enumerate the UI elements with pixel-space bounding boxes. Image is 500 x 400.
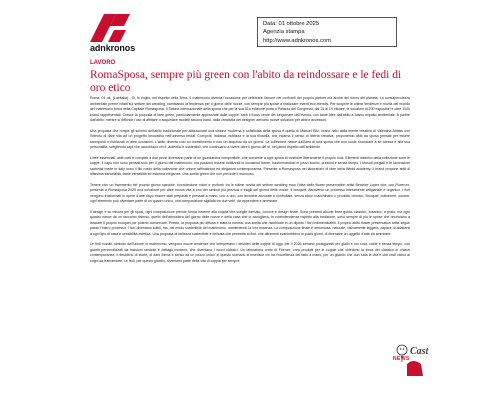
source-info-box: [257, 17, 397, 47]
section-label: LAVORO: [90, 60, 116, 66]
source-type: Agenzia stampa: [263, 29, 305, 36]
stamp-news-label: NEWS: [393, 356, 410, 362]
article-title: RomaSposa, sempre più green con l'abito da reindossare e le fedi di oro etico: [90, 69, 402, 94]
brand-logo: [90, 14, 150, 53]
paragraph: Una proposta che rompe gli schemi dell'abito tradizionale per abbracciare una visione moderna e sofisticata della sposa è quella di Manuel Ritz, brand nato dalla mente creativa di Valentina Abbiss con l'intento di dare vita ad un progetto innovativo nell'universo bridal. Componi, indossa, riutilizza è la sua filosofia, che incarna il senso di libertà creativa, proponendo abiti da sposa pensati per essere scomposti e riutilizzati in altre occasioni. L'abito diventa così un investimento e non un acquisto da un giorno. La collezione nasce dall'idea di una sposa che non vuole rinunciare a sé stessa e alla sua personalità, scegliendo capi che raccontano chi è, autentici e sostenibili, che continuano a vivere oltre il giorno del sì, nel pieno rispetto dell'ambiente.: [90, 128, 410, 149]
brand-name: adnkronos: [90, 43, 136, 53]
source-url[interactable]: http://www.adnkronos.com: [263, 37, 331, 44]
publication-date: Data: 01 ottobre 2025: [263, 21, 320, 27]
paragraph: Linee essenziali, abiti corti e completi a due pezzi diventano parte di un guardaroba componibile, che consente a ogni sposa di costruire liberamente il proprio look. Elementi distintivi della collezione sono le cappe, il capo non sono pensati solo per il giorno del matrimonio, ma possono essere riutilizzati in occasioni future, trasformandosi in pezzi iconici, preziosi e senza tempo. I tessuti pregiati e le lavorazioni sartoriali made in Italy sono il filo rosso della collezione che unisce raffinatezza ed eleganza contemporanea. Presente a Romasposa nel laboratorio di idee della Wedd academy, il brand propone abiti di altissima sartorialità, facile versatilità ed estrema eleganza. Una scelta green che non prevede il monouso.: [90, 155, 410, 176]
stamp-cast-label: Cast: [410, 346, 429, 357]
paragraph: Le fedi nuziali, simbolo dell'unione in matrimonio, vengono nuove tendenze che interpretano i desideri delle coppie di oggi: per il 2026 tornano protagonisti oro giallo e oro rosa, calde e senza tempo, con gioielli personalizzati da incisioni simbole e dettagli moderni, che diventano i nuovi classici. Un laboratorio orafo di Firenze, crea prodotti per le coppie che chiedono la forza del classico in chiave contemporanea, il desiderio di storie, di dare forma e senso ad un pezzo unico: in questo scenario si inserisce chi ha l'eccellenza del fatto a mano, per un gioiello che duri tutta la vita e che resti vicino ai sogni da tramandare. Le fedi, per questo gioiello, diventano parte della vita di coppia per sempre.: [90, 242, 410, 263]
paragraph: Roma, 01 ott. (Labitalia) - Si, lo voglio, nel rispetto della Terra. Il matrimonio diventa l'occasione per celebrare l'amore nei confronti del proprio partner ma anche del futuro del pianeta. La consapevolezza ambientale preme infatti sul settore del wedding, cambiando la tendenza per il giorno delle nozze, con sempre più spose a realizzare eventi eco-friendly. Per scoprire le ultime tendenze e novità del mondo del matrimonio torna nella Capitale Romasposa. Il Salone internazionale della sposa che per la sua 51a edizione porta a Palazzo dei Congressi, dal 15 al 19 ottobre, le soluzioni di 200 espositori e oltre 1000 brand rappresentati. Cresce la proposta di idee green, particolarmente apprezzate dalle coppie: sarà il focus verde del lungomare dell'evento, con tante idee dall'abito a basso impatto ambientale. A partire dall'abito: mentre si diffonde l'uso di affittare o acquistare modelli second hand, dalla creatività dei designer arrivano nuove soluzioni per abiti e accessori.: [90, 96, 410, 122]
article-body: [90, 96, 410, 269]
newscast-stamp: [393, 342, 433, 376]
paragraph: Tenere vivo un frammento del proprio giorno speciale, ricordandone colori e profumi: tra le ultime novità del settore wedding ecco l'idea della flower preservation artist Beatrice Lopez che, con Fiorenzo, presenta a Romasposa 2025 una soluzione per dare nuova vita a uno dei simboli più preziosi e fragili del giorno delle nozze, il bouquet. Attraverso un processo interamente artigianale e organico, i fiori vengono trasformati in opere d'arte dopo essere stati preparati e pressati a mano, uno a uno, con tecniche accurate e controllate, senza alcun macchinario o prodotto chimico. Bouquet, bottoniere, corone, ogni elemento può diventare parte di un quadro unico, una composizione sigillata tra due vetri, da appendere e ammirare.: [90, 182, 410, 203]
adnkronos-logo-icon: [90, 14, 130, 42]
paragraph: Il design è su misura per gli sposi, ogni composizione prende forma insieme alla coppia che sceglie formato, cornice e design finale. Sono presenti alcune linee guida, classico, botanico, a prato, ma ogni quadro nasce da un racconto diverso, quello dell'atmosfera del giorno delle nozze e della casa che lo accoglierà. In controtendenza rispetto alla tradizione, sono sempre di più le spose che rinunciano a lanciare il proprio bouquet per poterlo conservare. Presto, la proposta più diffusa è stata la mensa: una scelta che racchiude in un dipinto i fiori indimenticabili. Il proprio abito flower preservation artist segue passo l'intero processo, i fiori diventano sottili, ma, nel modo sostenibile del matrimonio, mantenendo la loro essenza. La composizione finale è armoniosa, naturale, visivamente leggera, capace di adattarsi a ogni tipo di casa e sensibilità estetica. Una proposta di bellezza sostenibile e delicata che permette ai fiori, che altrimenti svanirebbero in pochi giorni, di diventare un oggetto d'arte da ammirare.: [90, 209, 410, 236]
